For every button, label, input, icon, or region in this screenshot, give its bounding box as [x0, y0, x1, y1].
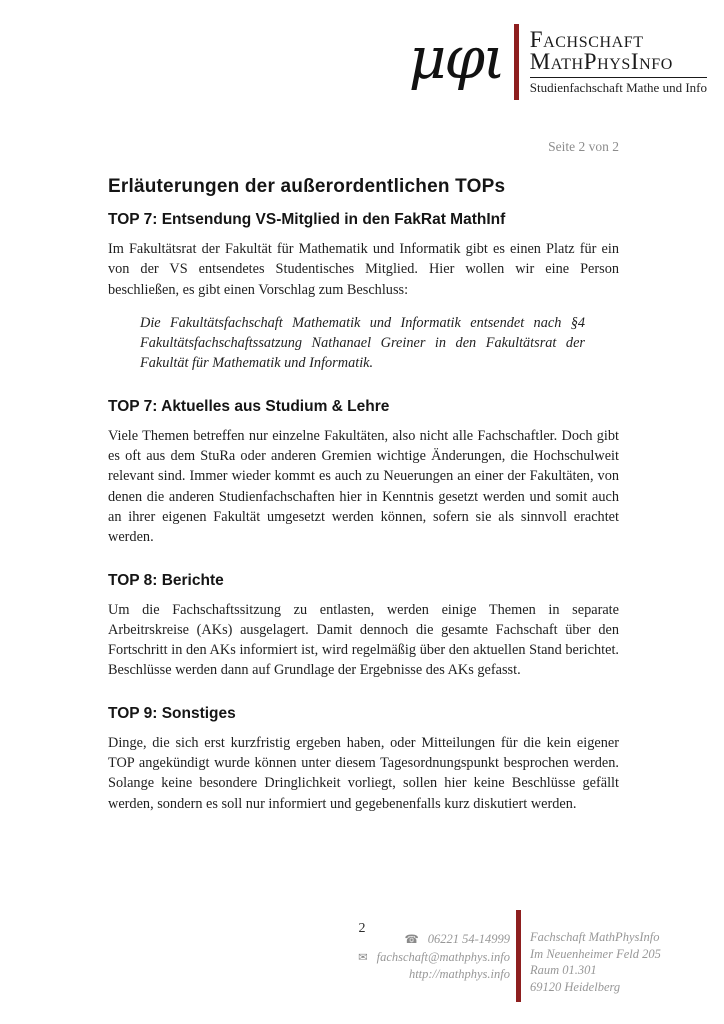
footer-accent-bar: [516, 910, 521, 1002]
footer-contact-block: [358, 931, 510, 984]
section-paragraph: Im Fakultätsrat der Fakultät für Mathematik und Informatik gibt es einen Platz für ein von der VS entsendetes Studentisches Mitglied. Hier wollen wir eine Person beschließen, es gibt einen Vorschlag zum Beschluss:: [108, 241, 619, 298]
section-heading: TOP 8: Berichte: [108, 571, 224, 589]
brand-accent-bar: [514, 24, 519, 100]
section-paragraph: Dinge, die sich erst kurzfristig ergeben haben, oder Mitteilungen für die kein eigener TOP angekündigt wurde können unter diesem Tagesordnungspunkt besprochen werden. Solange keine besondere Dringlichkeit vorliegt, sollen hier keine Beschlüsse gefällt werden, sondern es soll nur informiert und gegebenenfalls kurz diskutiert werden.: [108, 734, 619, 812]
org-subtitle: Studienfachschaft Mathe und Info: [529, 80, 707, 95]
section-heading: TOP 9: Sonstiges: [108, 704, 236, 722]
address-line-city: 69120 Heidelberg: [530, 979, 621, 994]
brand-text-block: [530, 28, 707, 96]
resolution-quote: Die Fakultätsfachschaft Mathematik und Informatik entsendet nach §4 Fakultätsfachschaftssatzung Nathanael Greiner in den Fakultätsrat der Fakultät für Mathematik und Informatik.: [140, 314, 585, 372]
section-paragraph: Viele Themen betreffen nur einzelne Fakultäten, also nicht alle Fachschaftler. Doch gibt es oft aus dem StuRa oder anderen Gremien wichtige Änderungen, die Hochschulweit relevant sind. Immer wieder kommt es auch zu Neuerungen an einer der Fakultäten, von denen die anderen Studienfachschaften hier in Kenntnis gesetzt werden und somit auch an ihrer eigenen Fakultät umgesetzt werden können, sofern sie als sinnvoll erachtet werden.: [108, 427, 619, 546]
mu-phi-iota-logo: μφι: [408, 24, 504, 92]
email-line: [358, 949, 510, 967]
letterhead: [409, 24, 707, 100]
page-indicator: Seite 2 von 2: [548, 139, 619, 154]
document-title: Erläuterungen der außerordentlichen TOPs: [108, 176, 506, 197]
footer-page-number: 2: [358, 921, 366, 936]
address-line-street: Im Neuenheimer Feld 205: [530, 946, 661, 961]
document-content: [108, 139, 619, 814]
website-line: [358, 966, 510, 984]
section-top8-berichte: [108, 572, 619, 681]
section-paragraph: Um die Fachschaftssitzung zu entlasten, werden einige Themen in separate Arbeitrskreise (AKs) ausgelagert. Damit dennoch die gesamte Fachschaft über den Fortschritt in den AKs informiert ist, wird regelmäßig über den aktuellen Stand berichtet. Beschlüsse werden dann auf Grundlage der Ergebnisse des AKs gefasst.: [108, 601, 619, 679]
address-line-room: Raum 01.301: [530, 963, 597, 977]
email-icon: ✉: [357, 949, 368, 964]
brand-divider-rule: [530, 77, 707, 78]
email-address: fachschaft@mathphys.info: [376, 949, 510, 964]
section-top7-aktuelles: [108, 398, 619, 548]
section-top7-entsendung: [108, 211, 619, 374]
section-heading: TOP 7: Entsendung VS-Mitglied in den FakRat MathInf: [108, 211, 506, 228]
section-heading: TOP 7: Aktuelles aus Studium & Lehre: [108, 397, 390, 415]
phone-number: 06221 54-14999: [427, 932, 510, 946]
org-name-line1: Fachschaft: [529, 27, 644, 52]
address-line-org: Fachschaft MathPhysInfo: [530, 930, 660, 944]
phone-icon: ☎: [404, 932, 419, 946]
org-name-line2: MathPhysInfo: [529, 49, 673, 74]
section-top9-sonstiges: [108, 705, 619, 814]
website-url: http://mathphys.info: [408, 967, 510, 981]
footer-address-block: [530, 929, 661, 995]
phone-line: [358, 931, 510, 949]
